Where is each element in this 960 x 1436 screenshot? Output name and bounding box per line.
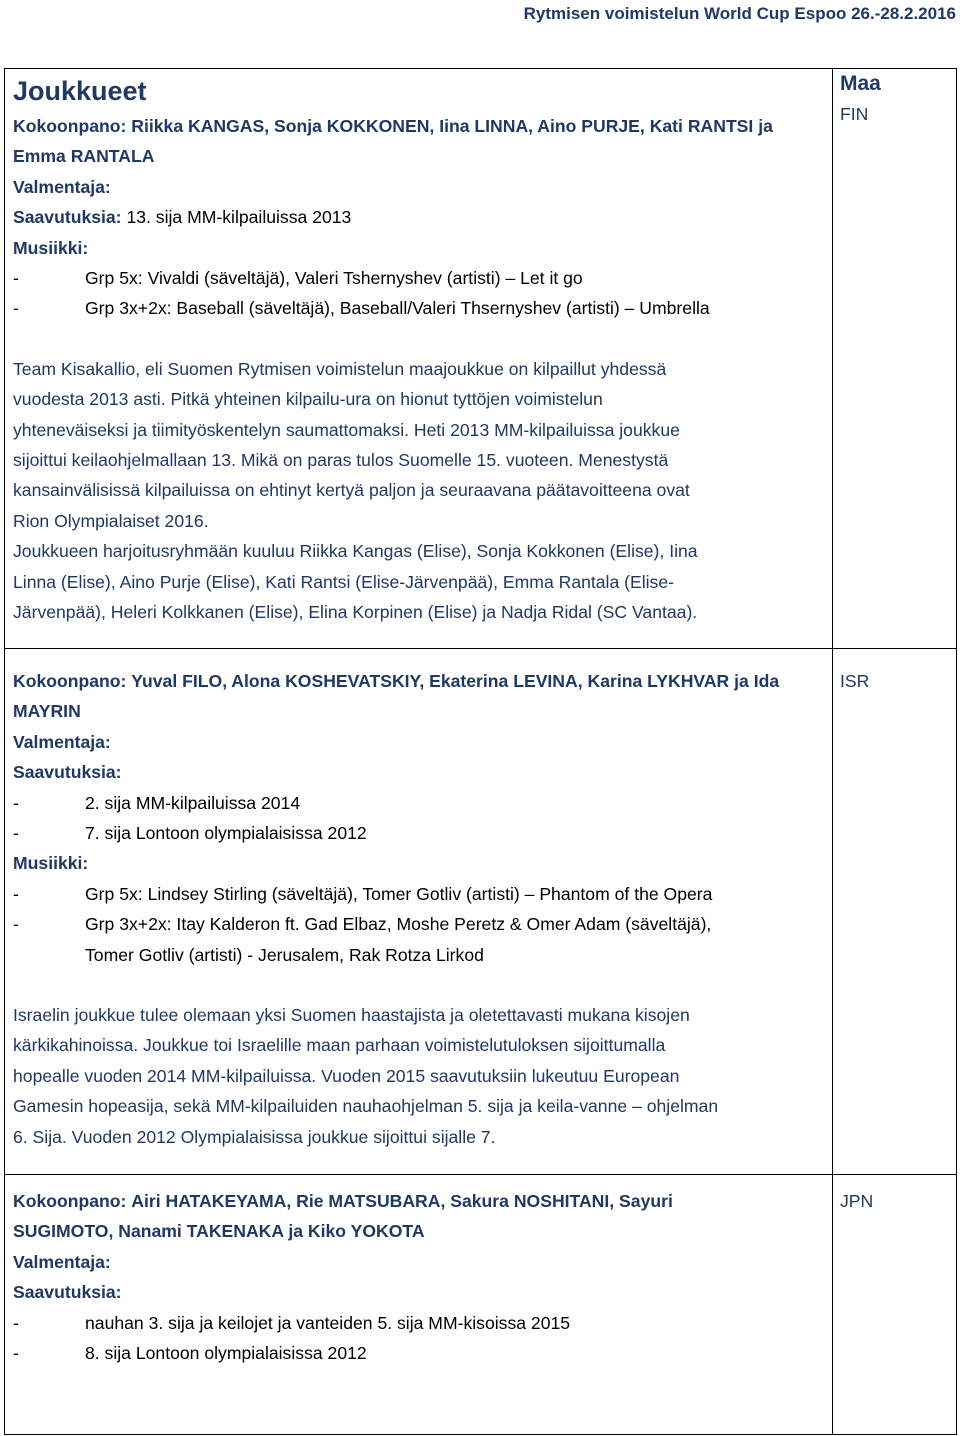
country-column-header bbox=[840, 69, 950, 129]
dash-bullet: - bbox=[13, 268, 19, 289]
description-line: kansainvälisissä kilpailuissa on ehtinyt kertyä paljon ja seuraavana päätavoitteena ovat bbox=[13, 480, 690, 501]
page-header-title: Rytmisen voimistelun World Cup Espoo 26.-28.2.2016 bbox=[523, 4, 956, 23]
music-item bbox=[13, 879, 825, 909]
description-line: vuodesta 2013 asti. Pitkä yhteinen kilpailu-ura on hionut tyttöjen voimistelun bbox=[13, 389, 603, 410]
row-divider bbox=[5, 1174, 956, 1175]
achievement-item bbox=[13, 1338, 825, 1368]
achievement-text: 7. sija Lontoon olympialaisissa 2012 bbox=[85, 823, 367, 844]
music-label: Musiikki: bbox=[13, 853, 89, 874]
music-text: Grp 3x+2x: Itay Kalderon ft. Gad Elbaz, Moshe Peretz & Omer Adam (säveltäjä), bbox=[85, 914, 712, 935]
composition-label: Kokoonpano: bbox=[13, 116, 127, 136]
team-description-fin bbox=[13, 354, 825, 628]
teams-table bbox=[4, 68, 957, 1435]
music-label: Musiikki: bbox=[13, 237, 89, 258]
achievements-line bbox=[13, 202, 825, 232]
description-line: Joukkueen harjoitusryhmään kuuluu Riikka Kangas (Elise), Sonja Kokkonen (Elise), Iina bbox=[13, 541, 698, 562]
description-line: hopealle vuoden 2014 MM-kilpailuissa. Vuoden 2015 saavutuksiin lukeutuu European bbox=[13, 1065, 680, 1086]
description-line: Linna (Elise), Aino Purje (Elise), Kati Rantsi (Elise-Järvenpää), Emma Rantala (Elise- bbox=[13, 571, 674, 592]
country-cell-isr bbox=[840, 666, 950, 696]
team-description-isr bbox=[13, 1000, 825, 1152]
column-divider bbox=[832, 69, 833, 1434]
achievement-text: 2. sija MM-kilpailuissa 2014 bbox=[85, 792, 301, 813]
country-cell-jpn bbox=[840, 1186, 950, 1216]
dash-bullet: - bbox=[13, 792, 19, 813]
composition-names: Yuval FILO, Alona KOSHEVATSKIY, Ekaterina LEVINA, Karina LYKHVAR ja Ida bbox=[131, 671, 780, 691]
coach-label: Valmentaja: bbox=[13, 176, 111, 197]
dash-bullet: - bbox=[13, 914, 19, 935]
description-line: Israelin joukkue tulee olemaan yksi Suomen haastajista ja oletettavasti mukana kisojen bbox=[13, 1005, 690, 1026]
achievements-label: Saavutuksia: bbox=[13, 762, 122, 783]
music-item bbox=[13, 263, 825, 293]
table-title: Joukkueet bbox=[13, 76, 147, 106]
composition-names: Airi HATAKEYAMA, Rie MATSUBARA, Sakura NOSHITANI, Sayuri bbox=[131, 1191, 673, 1211]
achievements-label: Saavutuksia: bbox=[13, 207, 122, 228]
composition-names: Riikka KANGAS, Sonja KOKKONEN, Iina LINNA, Aino PURJE, Kati RANTSI ja bbox=[131, 116, 773, 136]
country-jpn: JPN bbox=[840, 1191, 874, 1211]
composition-line bbox=[13, 666, 825, 696]
coach-label: Valmentaja: bbox=[13, 731, 111, 752]
composition-names-cont: SUGIMOTO, Nanami TAKENAKA ja Kiko YOKOTA bbox=[13, 1221, 425, 1242]
description-line: yhteneväiseksi ja tiimityöskentelyn saumattomaksi. Heti 2013 MM-kilpailuissa joukkue bbox=[13, 419, 680, 440]
description-line: Rion Olympialaiset 2016. bbox=[13, 510, 209, 531]
composition-names-cont: Emma RANTALA bbox=[13, 146, 155, 167]
coach-label: Valmentaja: bbox=[13, 1251, 111, 1272]
dash-bullet: - bbox=[13, 883, 19, 904]
composition-label: Kokoonpano: bbox=[13, 671, 127, 691]
dash-bullet: - bbox=[13, 1343, 19, 1364]
dash-bullet: - bbox=[13, 298, 19, 319]
country-isr: ISR bbox=[840, 671, 870, 691]
music-item bbox=[13, 909, 825, 939]
music-item-cont bbox=[13, 940, 825, 970]
achievements-value: 13. sija MM-kilpailuissa 2013 bbox=[126, 207, 352, 228]
music-text: Tomer Gotliv (artisti) - Jerusalem, Rak Rotza Lirkod bbox=[85, 944, 484, 965]
row-divider bbox=[5, 648, 956, 649]
description-line: Järvenpää), Heleri Kolkkanen (Elise), Elina Korpinen (Elise) ja Nadja Ridal (SC Vantaa). bbox=[13, 602, 698, 623]
team-block-jpn bbox=[13, 1186, 825, 1368]
composition-label: Kokoonpano: bbox=[13, 1191, 127, 1211]
team-block-fin bbox=[13, 71, 825, 628]
composition-line bbox=[13, 111, 825, 141]
description-line: kärkikahinoissa. Joukkue toi Israelille maan parhaan voimistelutuloksen sijoittumalla bbox=[13, 1035, 666, 1056]
composition-line bbox=[13, 1186, 825, 1216]
composition-names-cont: MAYRIN bbox=[13, 701, 81, 722]
team-block-isr bbox=[13, 666, 825, 1152]
music-text: Grp 3x+2x: Baseball (säveltäjä), Baseball/Valeri Thsernyshev (artisti) – Umbrella bbox=[85, 298, 710, 319]
dash-bullet: - bbox=[13, 1312, 19, 1333]
country-fin: FIN bbox=[840, 104, 869, 124]
achievement-text: 8. sija Lontoon olympialaisissa 2012 bbox=[85, 1343, 367, 1364]
achievements-label: Saavutuksia: bbox=[13, 1282, 122, 1303]
description-line: sijoittui keilaohjelmallaan 13. Mikä on paras tulos Suomelle 15. vuoteen. Menestystä bbox=[13, 450, 669, 471]
music-item bbox=[13, 293, 825, 323]
country-header: Maa bbox=[840, 72, 881, 95]
music-text: Grp 5x: Lindsey Stirling (säveltäjä), Tomer Gotliv (artisti) – Phantom of the Opera bbox=[85, 883, 713, 904]
achievement-item bbox=[13, 818, 825, 848]
achievement-item bbox=[13, 1308, 825, 1338]
achievement-item bbox=[13, 788, 825, 818]
description-line: 6. Sija. Vuoden 2012 Olympialaisissa joukkue sijoittui sijalle 7. bbox=[13, 1126, 496, 1147]
music-text: Grp 5x: Vivaldi (säveltäjä), Valeri Tshernyshev (artisti) – Let it go bbox=[85, 268, 583, 289]
dash-bullet: - bbox=[13, 823, 19, 844]
achievement-text: nauhan 3. sija ja keilojet ja vanteiden 5. sija MM-kisoissa 2015 bbox=[85, 1312, 571, 1333]
description-line: Gamesin hopeasija, sekä MM-kilpailuiden nauhaohjelman 5. sija ja keila-vanne – ohjelman bbox=[13, 1096, 719, 1117]
description-line: Team Kisakallio, eli Suomen Rytmisen voimistelun maajoukkue on kilpaillut yhdessä bbox=[13, 358, 667, 379]
